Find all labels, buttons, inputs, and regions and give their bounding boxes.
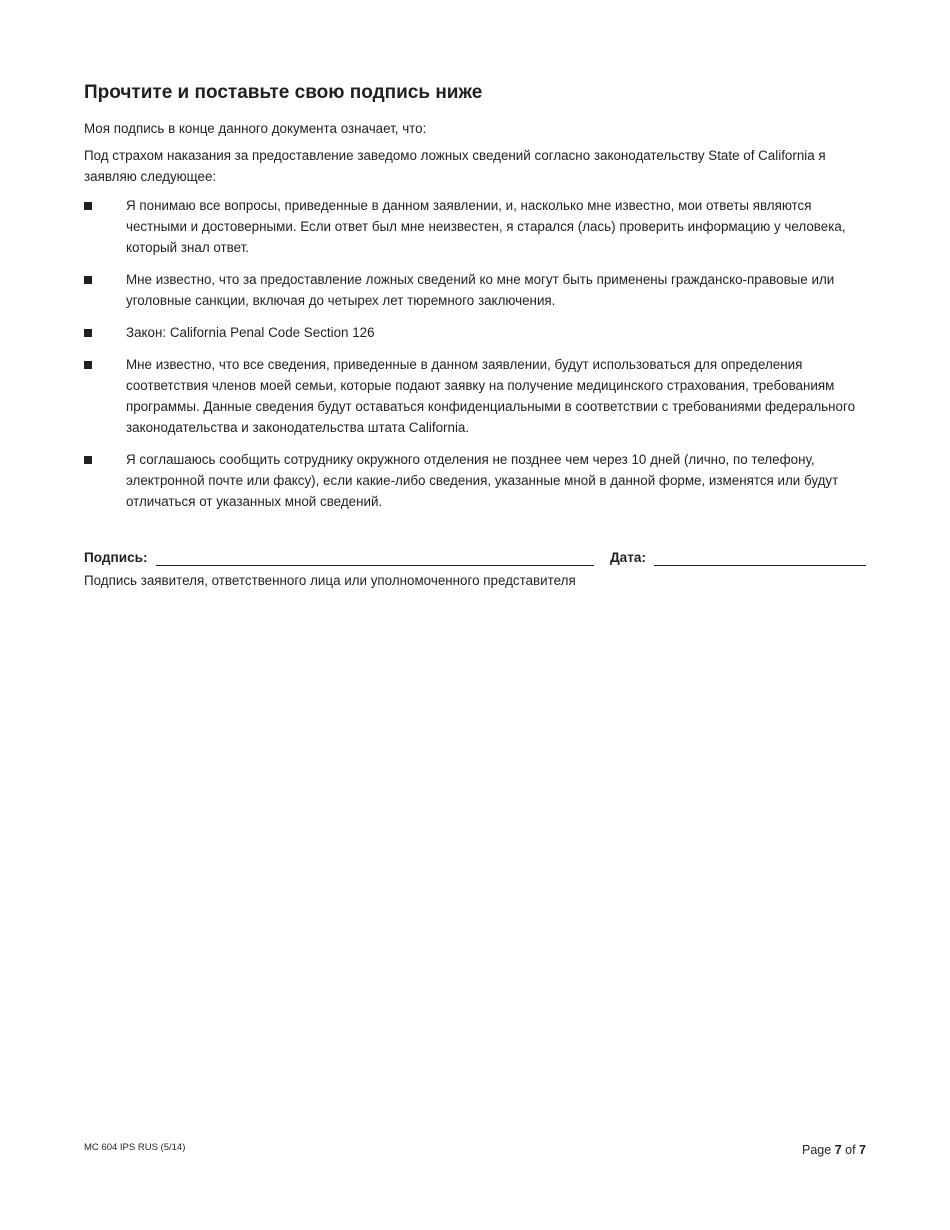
list-item [84,322,866,343]
square-bullet-icon [84,329,92,337]
list-item [84,195,866,258]
page-number [802,1143,866,1157]
form-id: MC 604 IPS RUS (5/14) [84,1142,186,1153]
signature-label: Подпись: [84,550,148,565]
page-prefix: Page [802,1143,832,1157]
list-item-text: Мне известно, что все сведения, приведенные в данном заявлении, будут использоваться для определения соответствия членов моей семьи, которые подают заявку на получение медицинского страхования, требованиям программы. Данные сведения будут оставаться конфиденциальными в соответствии с требованиями федерального законодательства и законодательства штата California. [126,357,856,435]
page-current: 7 [834,1143,842,1157]
signature-row [84,548,866,570]
list-item [84,449,866,512]
list-item-text: Я соглашаюсь сообщить сотруднику окружного отделения не позднее чем через 10 дней (лично, по телефону, электронной почте или факсу), если какие-либо сведения, указанные мной в данной форме, изменятся или будут отличаться от указанных мной сведений. [126,452,839,509]
page-title: Прочтите и поставьте свою подпись ниже [84,82,483,103]
list-item-text: Мне известно, что за предоставление ложных сведений ко мне могут быть применены гражданско-правовые или уголовные санкции, включая до четырех лет тюремного заключения. [126,272,835,308]
list-item-text: Закон: California Penal Code Section 126 [126,325,375,340]
list-item [84,354,866,438]
square-bullet-icon [84,456,92,464]
square-bullet-icon [84,276,92,284]
list-item [84,269,866,311]
intro-text: Моя подпись в конце данного документа означает, что: [84,121,427,136]
signature-field[interactable] [156,565,594,566]
document-body [84,80,866,523]
statement-text: Под страхом наказания за предоставление заведомо ложных сведений согласно законодательству State of California я заявляю следующее: [84,148,826,184]
list-item-text: Я понимаю все вопросы, приведенные в данном заявлении, и, насколько мне известно, мои ответы являются честными и достоверными. Если ответ был мне неизвестен, я старался (лась) проверить информацию у человека, который знал ответ. [126,198,846,255]
square-bullet-icon [84,361,92,369]
page-total: 7 [859,1143,866,1157]
square-bullet-icon [84,202,92,210]
date-label: Дата: [610,550,646,565]
page-of: of [845,1143,856,1157]
date-field[interactable] [654,565,866,566]
signature-caption: Подпись заявителя, ответственного лица или уполномоченного представителя [84,573,576,588]
declaration-list [84,195,866,512]
